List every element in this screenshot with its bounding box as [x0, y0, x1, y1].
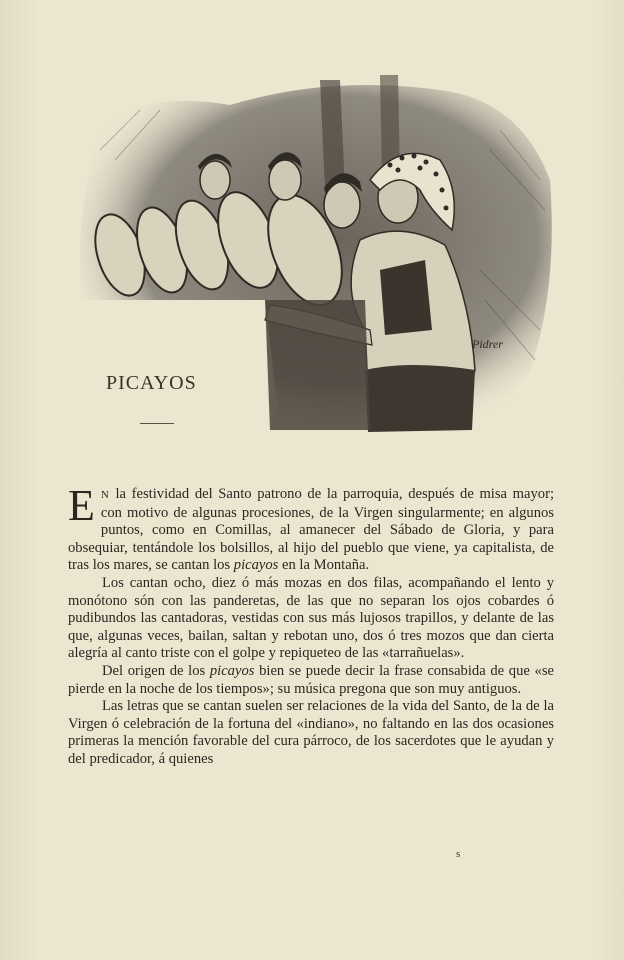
dropcap-continuation: N: [100, 489, 110, 501]
paragraph-3-italic: picayos: [209, 662, 255, 679]
paragraph-2: Los cantan ocho, diez ó más mozas en dos filas, acompañando el lento y monótono són con las panderetas, de las que no separan los ojos cobardes ó pudibundos las cantadoras, vestidas con sus más lujosos trapillos, y delante de las que, algunas veces, bailan, saltan y rebotan uno, dos ó tres mozos que dan cierta alegría al canto triste con el golpe y repiqueteo de las «tarrañuelas».: [68, 574, 554, 662]
paragraph-3-text-a: Del origen de los: [102, 662, 210, 679]
paragraph-1-italic: picayos: [233, 557, 279, 574]
drop-cap: E: [68, 481, 95, 530]
signature-mark: s: [456, 848, 461, 860]
paragraph-1-text-a: la festividad del Santo patrono de la parroquia, después de misa mayor; con motivo de algunas procesiones, de la Virgen singularmente; en algunos puntos, como en Comillas, al amanecer del Sábado de Gloria, y para obsequiar, tentándole los bolsillos, al hijo del pueblo que viene, ya capitalista, de tras los mares, se cantan los: [68, 486, 554, 574]
paragraph-4: Las letras que se cantan suelen ser relaciones de la vida del Santo, de la de la Virgen ó celebración de la fortuna del «indiano», no faltando en las dos ocasiones primeras la mención favorable del cura párroco, de los sacerdotes que le ayudan y del predicador, á quienes: [68, 698, 554, 767]
paragraph-1: [68, 481, 554, 575]
article-body: [68, 481, 554, 769]
page-title: PICAYOS: [106, 372, 197, 394]
title-divider: [140, 423, 174, 424]
paragraph-3: [68, 663, 554, 698]
artist-signature: Pidrer: [472, 337, 503, 351]
paragraph-1-text-b: en la Montaña.: [278, 557, 370, 574]
paragraph-3-text-b: bien se puede decir la frase consabida de que «se pierde en la noche de los tiempos»; su música pregona que son muy antiguos.: [68, 662, 554, 697]
